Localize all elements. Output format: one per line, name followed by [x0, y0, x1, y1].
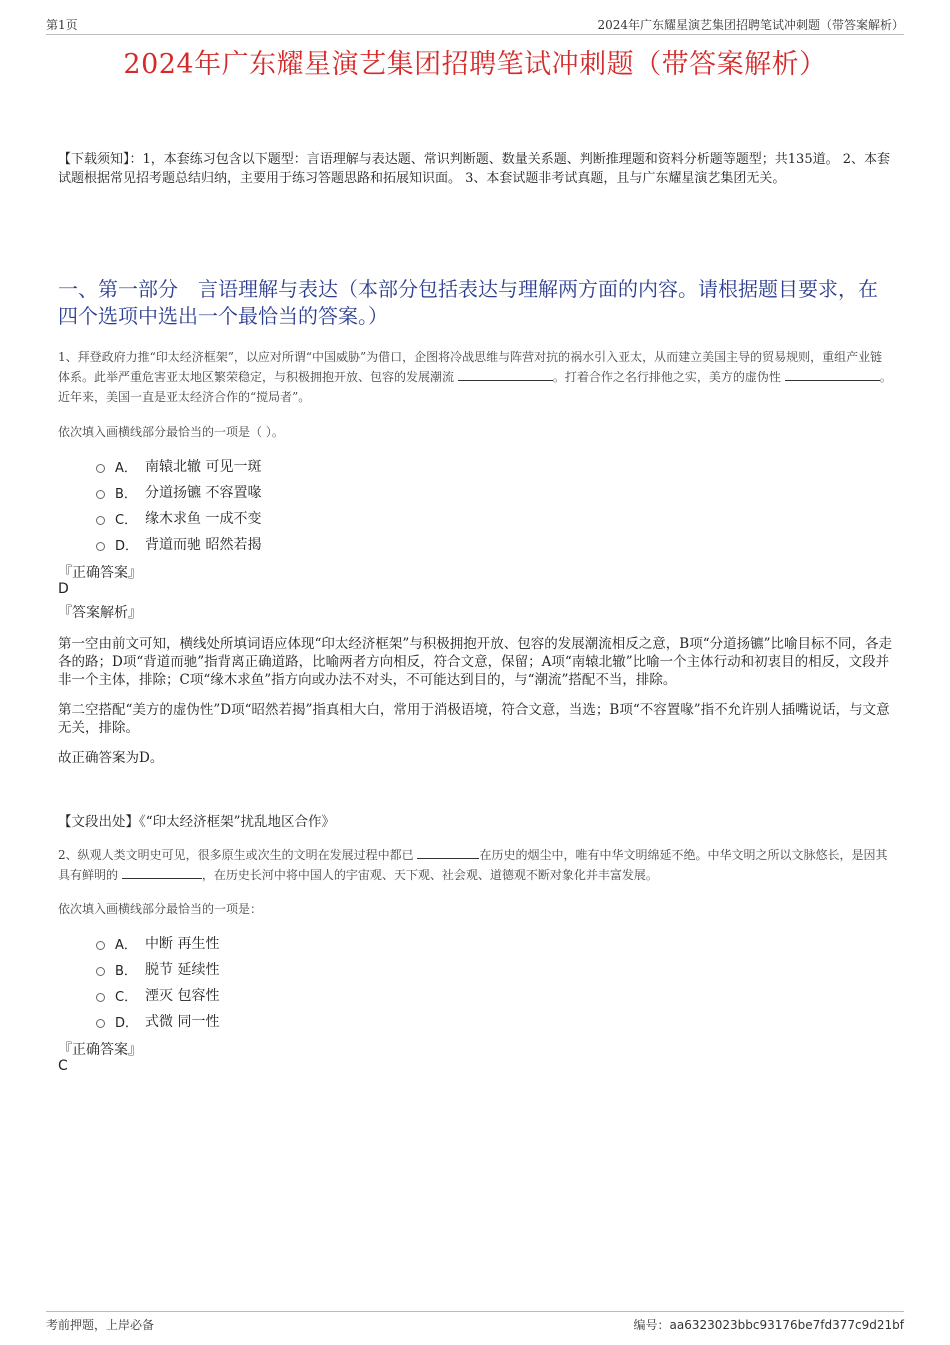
option-text: 背道而驰 昭然若揭 — [145, 537, 262, 553]
footer-code: aa6323023bbc93176be7fd377c9d21bf — [669, 1318, 904, 1332]
correct-answer: C — [58, 1058, 68, 1074]
correct-answer-label: 『正确答案』 — [58, 1042, 142, 1058]
radio-icon[interactable] — [96, 542, 105, 551]
page-header — [46, 14, 904, 35]
option-letter: C． — [115, 512, 138, 528]
question-1-prompt: 依次填入画横线部分最恰当的一项是（ ）。 — [58, 425, 284, 439]
footer-slogan: 考前押题，上岸必备 — [46, 1318, 155, 1332]
question-1-text-c: 。近年来，美国一直是亚太经济合作的“搅局者”。 — [58, 370, 892, 404]
section-heading: 一、第一部分 言语理解与表达（本部分包括表达与理解两方面的内容。请根据题目要求，在四个选项中选出一个最恰当的答案。） — [58, 277, 878, 328]
option-letter: B． — [115, 486, 137, 502]
question-2-stem — [58, 845, 894, 885]
analysis-paragraph-3: 故正确答案为D。 — [58, 750, 164, 766]
analysis-paragraph-2: 第二空搭配“美方的虚伪性”D项“昭然若揭”指真相大白，常用于消极语境，符合文意，当选；B项“不容置喙”指不允许别人插嘴说话，与文意无关，排除。 — [58, 702, 890, 736]
radio-icon[interactable] — [96, 490, 105, 499]
option-c[interactable] — [96, 982, 219, 1008]
footer-code-label: 编号： — [633, 1318, 670, 1332]
question-2-text-b: 在历史的烟尘中，唯有中华文明绵延不绝。中华文明之所以文脉悠长，是因其具有鲜明的 — [58, 848, 888, 882]
option-text: 缘木求鱼 一成不变 — [145, 511, 262, 527]
question-2-text-a: 2、纵观人类文明史可见，很多原生或次生的文明在发展过程中都已 — [58, 848, 414, 862]
radio-icon[interactable] — [96, 516, 105, 525]
question-2-options — [96, 930, 219, 1034]
question-1-text-b: 。打着合作之名行排他之实，美方的虚伪性 — [552, 370, 781, 384]
option-text: 湮灭 包容性 — [145, 988, 220, 1004]
page-footer — [46, 1311, 904, 1334]
radio-icon[interactable] — [96, 941, 105, 950]
analysis-text — [58, 635, 894, 779]
option-letter: D． — [115, 1015, 139, 1031]
option-b[interactable] — [96, 479, 261, 505]
option-a[interactable] — [96, 930, 219, 956]
correct-answer: D — [58, 581, 69, 597]
blank-1 — [458, 368, 553, 381]
radio-icon[interactable] — [96, 1019, 105, 1028]
option-a[interactable] — [96, 453, 261, 479]
blank-2 — [785, 368, 880, 381]
blank-1 — [417, 846, 479, 859]
option-text: 脱节 延续性 — [145, 962, 220, 978]
header-doc-title: 2024年广东耀星演艺集团招聘笔试冲刺题（带答案解析） — [597, 18, 904, 32]
question-1-options — [96, 453, 261, 557]
option-letter: C． — [115, 989, 138, 1005]
option-d[interactable] — [96, 531, 261, 557]
question-1-text-a: 1、拜登政府力推“印太经济框架”，以应对所谓“中国威胁”为借口，企图将冷战思维与阵营对抗的祸水引入亚太，从而建立美国主导的贸易规则，重组产业链体系。此举严重危害亚太地区繁荣稳定，与积极拥抱开放、包容的发展潮流 — [58, 350, 883, 384]
correct-answer-label: 『正确答案』 — [58, 565, 142, 581]
analysis-paragraph-1: 第一空由前文可知，横线处所填词语应体现“印太经济框架”与积极拥抱开放、包容的发展潮流相反之意，B项“分道扬镳”比喻目标不同，各走各的路；D项“背道而驰”指背离正确道路，比喻两者方向相反，符合文意，保留；A项“南辕北辙”比喻一个主体行动和初衷目的相反，文段并非一个主体，排除；C项“缘木求鱼”指方向或办法不对头，不可能达到目的，与“潮流”搭配不当，排除。 — [58, 636, 893, 688]
document-title: 2024年广东耀星演艺集团招聘笔试冲刺题（带答案解析） — [123, 49, 827, 80]
option-letter: A． — [115, 460, 137, 476]
option-b[interactable] — [96, 956, 219, 982]
option-text: 中断 再生性 — [145, 936, 220, 952]
option-letter: B． — [115, 963, 137, 979]
question-2-text-c: ，在历史长河中将中国人的宇宙观、天下观、社会观、道德观不断对象化并丰富发展。 — [201, 868, 658, 882]
option-text: 南辕北辙 可见一斑 — [145, 459, 262, 475]
option-letter: D． — [115, 538, 139, 554]
analysis-label: 『答案解析』 — [58, 605, 142, 621]
text-source: 【文段出处】《“印太经济框架”扰乱地区合作》 — [58, 814, 336, 830]
option-text: 式微 同一性 — [145, 1014, 220, 1030]
option-d[interactable] — [96, 1008, 219, 1034]
radio-icon[interactable] — [96, 464, 105, 473]
blank-2 — [122, 866, 202, 879]
option-letter: A． — [115, 937, 137, 953]
option-c[interactable] — [96, 505, 261, 531]
option-text: 分道扬镳 不容置喙 — [145, 485, 262, 501]
radio-icon[interactable] — [96, 967, 105, 976]
radio-icon[interactable] — [96, 993, 105, 1002]
question-1-stem — [58, 347, 894, 407]
footer-code-block — [633, 1316, 904, 1333]
question-2-prompt: 依次填入画横线部分最恰当的一项是： — [58, 902, 263, 916]
page-number: 第1页 — [46, 18, 78, 32]
download-notice: 【下载须知】：1，本套练习包含以下题型：言语理解与表达题、常识判断题、数量关系题、判断推理题和资料分析题等题型；共135道。 2、本套试题根据常见招考题总结归纳，主要用于练习答题思路和拓展知识面。 3、本套试题非考试真题，且与广东耀星演艺集团无关。 — [58, 152, 890, 186]
